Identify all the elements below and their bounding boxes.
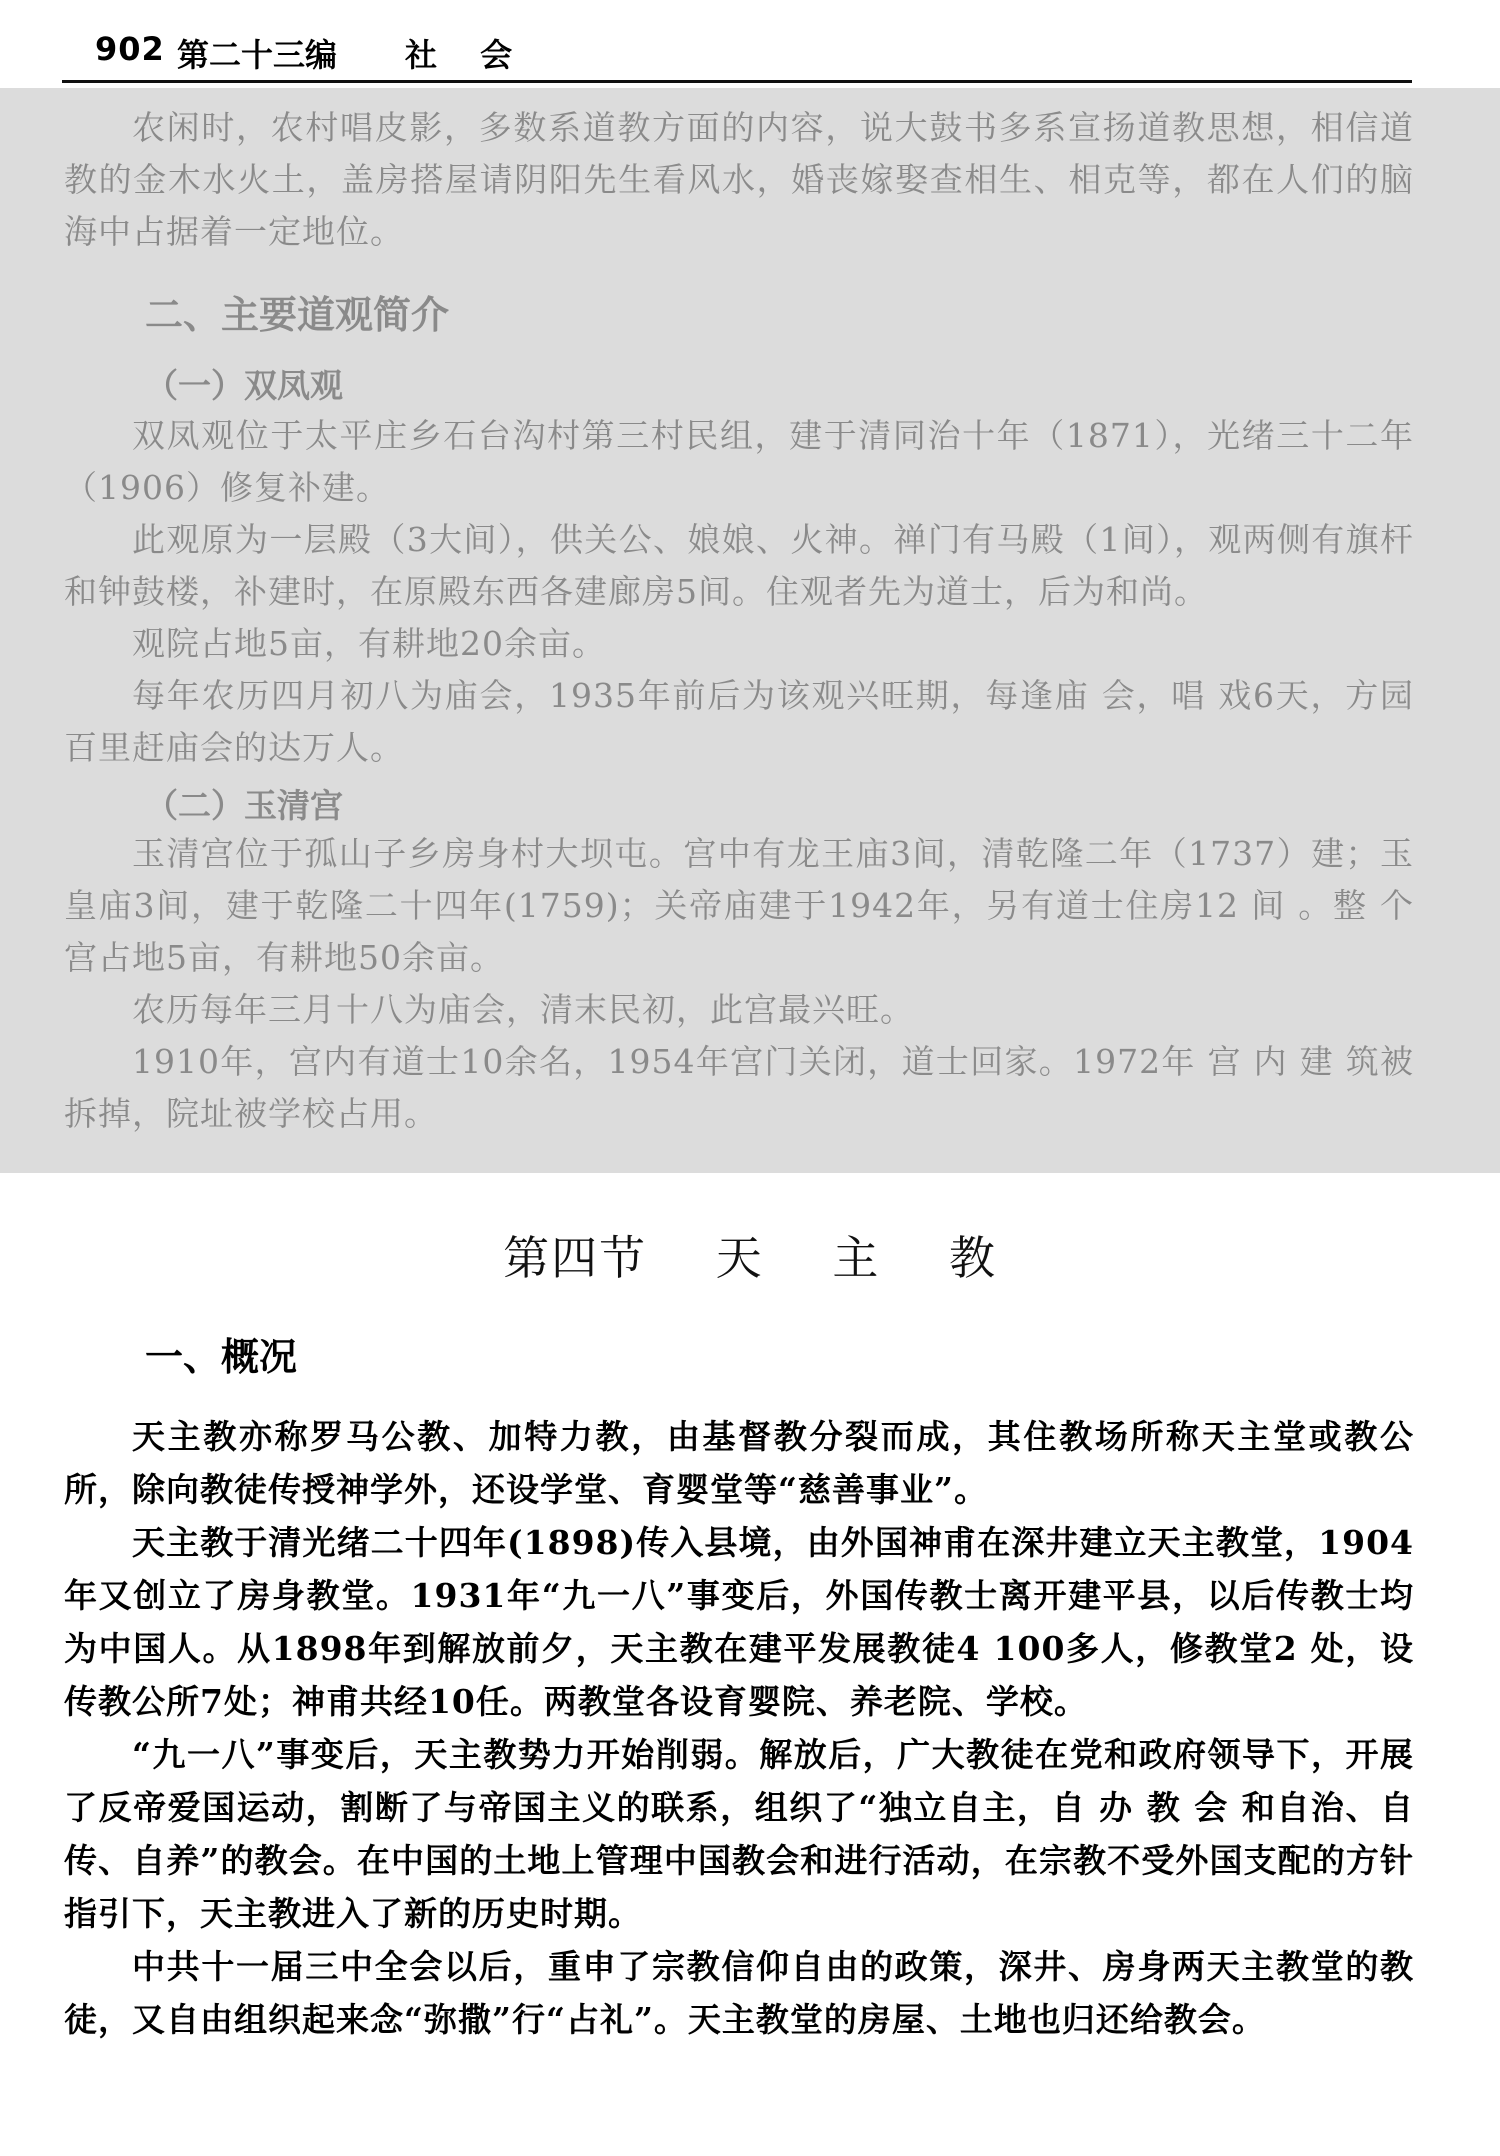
intro-paragraph: 农闲时，农村唱皮影，多数系道教方面的内容，说大鼓书多系宣扬道教思想，相信道教的金木水火土，盖房搭屋请阴阳先生看风水，婚丧嫁娶查相生、相克等，都在人们的脑海中占据着一定地位。 <box>64 108 1414 251</box>
shuangfeng-paragraph-3: 观院占地5亩，有耕地20余亩。 <box>132 624 606 663</box>
catholicism-paragraph-2: 天主教于清光绪二十四年(1898)传入县境，由外国神甫在深井建立天主教堂，1904年又创立了房身教堂。1931年“九一八”事变后，外国传教士离开建平县，以后传教士均为中国人。从1898年到解放前夕，天主教在建平发展教徒4 100多人，修教堂2 处，设传教公所7处；神甫共经10任。两教堂各设育婴院、养老院、学校。 <box>64 1523 1414 1721</box>
part-title: 第二十三编 <box>177 36 338 74</box>
yuqing-paragraph-1: 玉清宫位于孤山子乡房身村大坝屯。宫中有龙王庙3间，清乾隆二年（1737）建；玉皇庙3间，建于乾隆二十四年(1759)；关帝庙建于1942年，另有道士住房12 间 。整 个 宫占地5亩，有耕地50余亩。 <box>64 834 1414 977</box>
overview-heading: 一、概况 <box>145 1335 298 1379</box>
yuqing-paragraph-3: 1910年，宫内有道士10余名，1954年宫门关闭，道士回家。1972年 宫 内 建 筑被拆掉，院址被学校占用。 <box>64 1042 1414 1133</box>
catholicism-paragraph-4: 中共十一届三中全会以后，重申了宗教信仰自由的政策，深井、房身两天主教堂的教徒，又自由组织起来念“弥撒”行“占礼”。天主教堂的房屋、土地也归还给教会。 <box>64 1947 1414 2039</box>
shuangfeng-paragraph-2: 此观原为一层殿（3大间），供关公、娘娘、火神。禅门有马殿（1间），观两侧有旗杆和钟鼓楼，补建时，在原殿东西各建廊房5间。住观者先为道士，后为和尚。 <box>64 520 1414 611</box>
catholicism-paragraph-1: 天主教亦称罗马公教、加特力教，由基督教分裂而成，其住教场所称天主堂或教公所，除向教徒传授神学外，还设学堂、育婴堂等“慈善事业”。 <box>64 1417 1414 1509</box>
chapter-title-part: 天 <box>715 1231 764 1285</box>
chapter-title-part: 教 <box>948 1231 997 1285</box>
section-heading-main-temples: 二、主要道观简介 <box>145 293 450 337</box>
section-word: 社 会 <box>405 36 513 74</box>
page-header <box>95 22 1415 80</box>
highlighted-text <box>0 88 1500 1173</box>
sub-heading-yuqing: （二）玉清宫 <box>145 786 343 825</box>
shuangfeng-paragraph-4: 每年农历四月初八为庙会，1935年前后为该观兴旺期，每逢庙 会，唱 戏6天，方园百里赶庙会的达万人。 <box>64 676 1414 767</box>
yuqing-paragraph-2: 农历每年三月十八为庙会，清末民初，此宫最兴旺。 <box>132 990 914 1029</box>
header-rule <box>62 80 1412 83</box>
highlighted-region <box>0 88 1500 1173</box>
chapter-title <box>0 1222 1500 1288</box>
chapter-title-part: 第四节 <box>503 1231 648 1285</box>
page-number: 902 <box>95 30 165 68</box>
catholicism-paragraph-3: “九一八”事变后，天主教势力开始削弱。解放后，广大教徒在党和政府领导下，开展了反帝爱国运动，割断了与帝国主义的联系，组织了“独立自主，自 办 教 会 和自治、自传、自养”的教会。在中国的土地上管理中国教会和进行活动，在宗教不受外国支配的方针指引下，天主教进入了新的历史时期。 <box>64 1735 1414 1933</box>
sub-heading-shuangfeng: （一）双凤观 <box>145 366 343 405</box>
chapter-title-part: 主 <box>832 1231 881 1285</box>
shuangfeng-paragraph-1: 双凤观位于太平庄乡石台沟村第三村民组，建于清同治十年（1871），光绪三十二年（1906）修复补建。 <box>64 416 1414 507</box>
